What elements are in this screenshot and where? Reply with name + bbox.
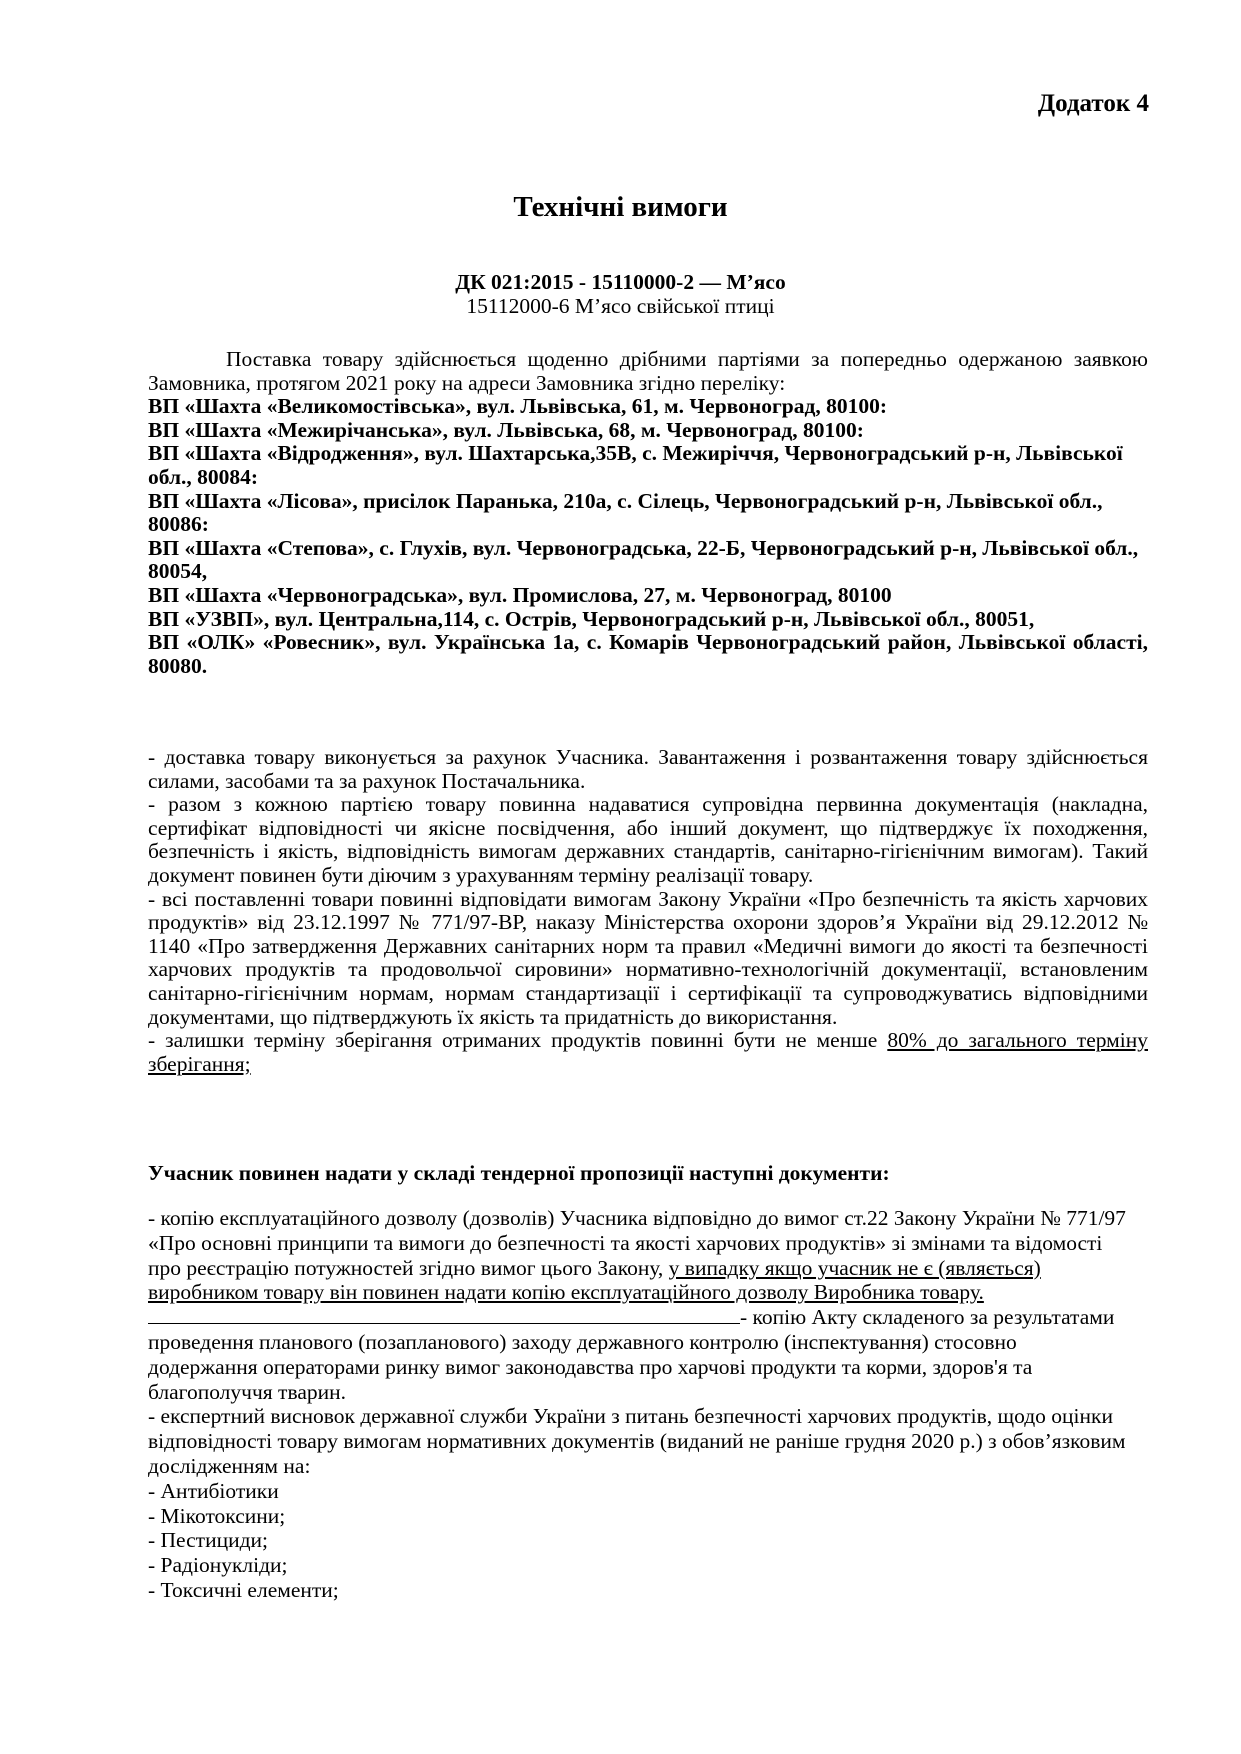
permit-note: у випадку якщо учасник не є (являється) виробником товару він повинен надати копію експлуатаційного дозволу Виробника товару. bbox=[148, 1255, 1041, 1305]
classification-code bbox=[0, 270, 1241, 318]
code-sub: 15112000-6 М’ясо свійської птиці bbox=[466, 294, 775, 318]
intro-paragraph: Поставка товару здійснюється щоденно дрібними партіями за попередньо одержаною заявкою Замовника, протягом 2021 року на адреси Замовника згідно переліку: bbox=[148, 347, 1148, 395]
page-title: Технічні вимоги bbox=[513, 191, 728, 223]
test-item: - Мікотоксини; bbox=[148, 1503, 286, 1528]
conditions-section bbox=[148, 746, 1148, 1076]
shelf-life-text: - залишки терміну зберігання отриманих продуктів повинні бути не менше bbox=[148, 1028, 888, 1053]
permit-text: - копію експлуатаційного дозволу (дозволів) Учасника відповідно до вимог ст.22 Закону України № 771/97 «Про основні принципи та вимоги до безпечності та якості харчових продуктів» зі змінами та відомості про реєстрацію потужностей згідно вимог цього Закону, bbox=[148, 1206, 1126, 1280]
act-text: - копію Акту складеного за результатами проведення планового (позапланового) заходу державного контролю (інспектування) стосовно додержання операторами ринку вимог законодавства про харчові продукти та корми, здоров'я та благополуччя тварин. bbox=[148, 1305, 1115, 1404]
test-item: - Антибіотики bbox=[148, 1478, 279, 1503]
doc-expert-conclusion: - експертний висновок державної служби України з питань безпечності харчових продуктів, щодо оцінки відповідності товару вимогам нормативних документів (виданий не раніше грудня 2020 р.) з обов’язковим дослідженням на: bbox=[148, 1404, 1126, 1478]
address-item: ВП «УЗВП», вул. Центральна,114, с. Острів, Червоноградський р-н, Львівської обл., 80051, bbox=[148, 606, 1035, 631]
code-main: ДК 021:2015 - 15110000-2 — М’ясо bbox=[455, 270, 786, 294]
address-item: ВП «Шахта «Червоноградська», вул. Промислова, 27, м. Червоноград, 80100 bbox=[148, 582, 892, 607]
condition-shelf-life bbox=[148, 1029, 1148, 1076]
address-item: ВП «ОЛК» «Ровесник», вул. Українська 1а, с. Комарів Червоноградський район, Львівської області, 80080. bbox=[148, 630, 1148, 678]
address-item: ВП «Шахта «Лісова», присілок Паранька, 210а, с. Сілець, Червоноградський р-н, Львівської обл., 80086: bbox=[148, 488, 1103, 537]
underline-blank bbox=[148, 1305, 740, 1324]
documents-heading: Учасник повинен надати у складі тендерної пропозиції наступні документи: bbox=[148, 1161, 890, 1185]
test-item: - Пестициди; bbox=[148, 1528, 269, 1553]
delivery-section bbox=[148, 348, 1148, 678]
address-item: ВП «Шахта «Межирічанська», вул. Львівська, 68, м. Червоноград, 80100: bbox=[148, 417, 864, 442]
address-item: ВП «Шахта «Відродження», вул. Шахтарська,35В, с. Межиріччя, Червоноградський р-н, Львівської обл., 80084: bbox=[148, 441, 1123, 489]
documents-list bbox=[148, 1206, 1128, 1603]
annex-label: Додаток 4 bbox=[1037, 90, 1149, 117]
shelf-life-requirement: 80% до загального терміну зберігання; bbox=[148, 1028, 1148, 1076]
test-item: - Токсичні елементи; bbox=[148, 1577, 339, 1602]
address-item: ВП «Шахта «Великомостівська», вул. Львівська, 61, м. Червоноград, 80100: bbox=[148, 394, 888, 419]
test-item: - Радіонукліди; bbox=[148, 1553, 288, 1578]
condition-compliance: - всі поставленні товари повинні відповідати вимогам Закону України «Про безпечність та якість харчових продуктів» від 23.12.1997 № 771/97-ВР, наказу Міністерства охорони здоров’я України від 29.12.2012 № 1140 «Про затвердження Державних санітарних норм та правил «Медичні вимоги до якості та безпечності харчових продуктів та продовольчої сировини» нормативно-технологічній документації, встановленим санітарно-гігієнічним нормам, нормам стандартизації і сертифікації та супроводжуватись відповідними документами, що підтверджують їх якість та придатність до використання. bbox=[148, 886, 1148, 1029]
address-list bbox=[148, 395, 1148, 678]
condition-delivery: - доставка товару виконується за рахунок Учасника. Завантаження і розвантаження товару здійснюється силами, засобами та за рахунок Постачальника. bbox=[148, 745, 1148, 793]
condition-documentation: - разом з кожною партією товару повинна надаватися супровідна первинна документація (накладна, сертифікат відповідності чи якісне посвідчення, або інший документ, що підтверджує їх походження, безпечність і якість, відповідність вимогам державних стандартів, санітарно-гігієнічним вимогам). Такий документ повинен бути діючим з урахуванням терміну реалізації товару. bbox=[148, 792, 1148, 887]
doc-permit bbox=[148, 1206, 1128, 1404]
address-item: ВП «Шахта «Степова», с. Глухів, вул. Червоноградська, 22-Б, Червоноградський р-н, Львівської обл., 80054, bbox=[148, 535, 1139, 584]
